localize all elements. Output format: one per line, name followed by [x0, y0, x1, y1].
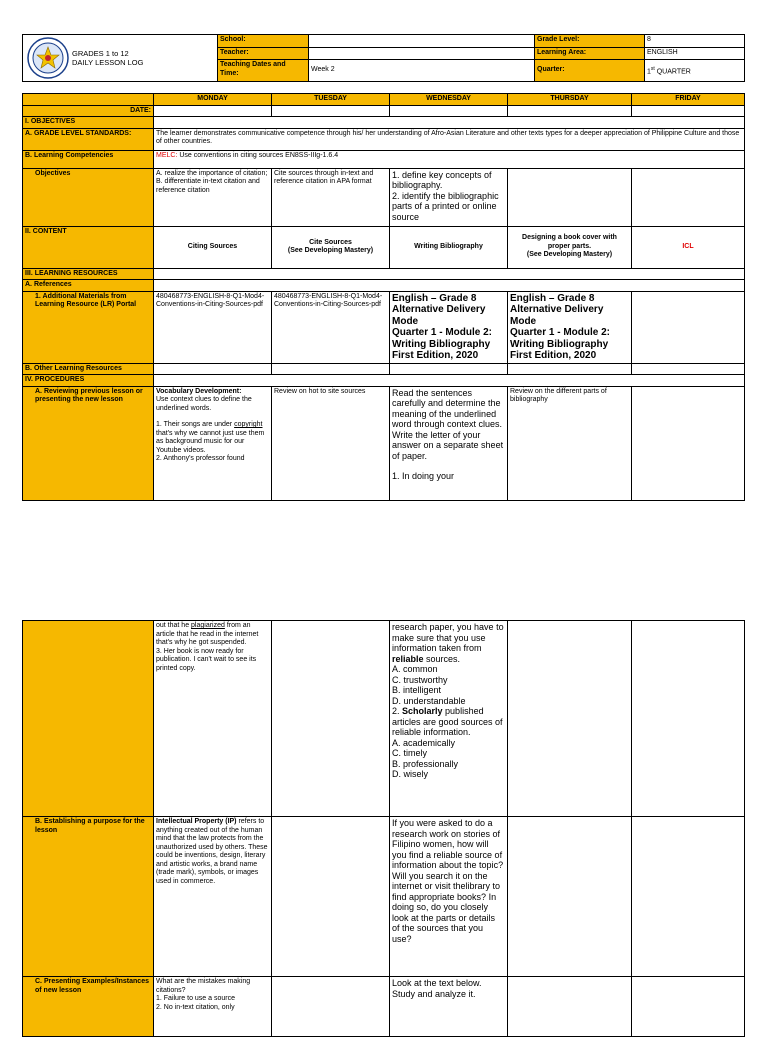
- procedure-b-wed: If you were asked to do a research work on stories of Filipino women, how will you find a reliable source of information about the topic? Will you search it on the internet or visit thelibrary to find appropriate books? In doing so, do you closely look at the parts or details of the sources that you use?: [390, 817, 508, 977]
- corner-cell: [23, 94, 154, 106]
- other-wed: [390, 363, 508, 375]
- day-wednesday: WEDNESDAY: [390, 94, 508, 106]
- additional-tue: 480468773-ENGLISH-8-Q1-Mod4-Conventions-in-Citing-Sources-pdf: [272, 291, 390, 363]
- header-title-line1: GRADES 1 to 12: [72, 49, 129, 58]
- objectives-fri: [632, 168, 745, 226]
- procedure-a-label-cont: [23, 621, 154, 817]
- content-fri: ICL: [632, 226, 745, 268]
- resources-section: III. LEARNING RESOURCES: [23, 268, 154, 280]
- procedure-c-fri: [632, 977, 745, 1037]
- header-logo-cell: [23, 35, 218, 82]
- quarter-value: 1st QUARTER: [645, 60, 745, 82]
- date-thu: [508, 105, 632, 117]
- procedure-c-wed: Look at the text below. Study and analyze it.: [390, 977, 508, 1037]
- additional-thu: English – Grade 8 Alternative Delivery Mode Quarter 1 - Module 2: Writing Bibliography First Edition, 2020: [508, 291, 632, 363]
- lesson-log-table-continued: [22, 620, 745, 1037]
- procedure-a-thu-cont: [508, 621, 632, 817]
- references-label: A. References: [23, 280, 154, 292]
- header-title-line2: DAILY LESSON LOG: [72, 58, 144, 67]
- procedure-c-mon: What are the mistakes making citations? 1. Failure to use a source 2. No in-text citation, only: [154, 977, 272, 1037]
- procedure-a-mon: Vocabulary Development: Use context clues to define the underlined words. 1. Their songs are under copyright that's why we cannot just use them as background music for our Youtube videos. 2. Anthony's professor found: [154, 386, 272, 500]
- procedure-b-thu: [508, 817, 632, 977]
- content-section: II. CONTENT: [23, 226, 154, 268]
- grade-value: 8: [645, 35, 745, 48]
- teacher-label: Teacher:: [218, 47, 309, 60]
- area-label: Learning Area:: [535, 47, 645, 60]
- school-value: [309, 35, 535, 48]
- additional-materials-label: 1. Additional Materials from Learning Resource (LR) Portal: [23, 291, 154, 363]
- additional-fri: [632, 291, 745, 363]
- procedure-a-mon-cont: out that he plagiarized from an article that he read in the internet that's why he got suspended. 3. Her book is now ready for publication. I can't wait to see its printed copy.: [154, 621, 272, 817]
- content-wed: Writing Bibliography: [390, 226, 508, 268]
- additional-mon: 480468773-ENGLISH-8-Q1-Mod4-Conventions-in-Citing-Sources-pdf: [154, 291, 272, 363]
- content-thu: Designing a book cover with proper parts. (See Developing Mastery): [508, 226, 632, 268]
- objectives-thu: [508, 168, 632, 226]
- other-mon: [154, 363, 272, 375]
- teacher-value: [309, 47, 535, 60]
- date-label: DATE:: [23, 105, 154, 117]
- procedure-b-mon: Intellectual Property (IP) refers to anything created out of the human mind that the law protects from the unauthorized used by others. These could be inventions, design, literary and artistic works, a brand name (trade mark), symbols, or images used in commerce.: [154, 817, 272, 977]
- procedure-a-wed: Read the sentences carefully and determine the meaning of the underlined word through context clues. Write the letter of your answer on a separate sheet of paper. 1. In doing your: [390, 386, 508, 500]
- procedure-b-label: B. Establishing a purpose for the lesson: [23, 817, 154, 977]
- quarter-label: Quarter:: [535, 60, 645, 82]
- other-thu: [508, 363, 632, 375]
- lesson-log-table: [22, 93, 745, 501]
- day-tuesday: TUESDAY: [272, 94, 390, 106]
- procedure-b-tue: [272, 817, 390, 977]
- lc-text: MELC: Use conventions in citing sources EN8SS-IIIg-1.6.4: [154, 150, 745, 168]
- other-resources-label: B. Other Learning Resources: [23, 363, 154, 375]
- procedure-c-thu: [508, 977, 632, 1037]
- procedure-c-label: C. Presenting Examples/Instances of new lesson: [23, 977, 154, 1037]
- date-wed: [390, 105, 508, 117]
- lc-label: B. Learning Competencies: [23, 150, 154, 168]
- references-fill: [154, 280, 745, 292]
- content-tue: Cite Sources (See Developing Mastery): [272, 226, 390, 268]
- procedure-a-tue-cont: [272, 621, 390, 817]
- objectives-mon: A. realize the importance of citation; B. differentiate in-text citation and reference citation: [154, 168, 272, 226]
- procedures-section: IV. PROCEDURES: [23, 375, 154, 387]
- day-monday: MONDAY: [154, 94, 272, 106]
- dates-label: Teaching Dates and Time:: [218, 60, 309, 82]
- procedure-a-fri: [632, 386, 745, 500]
- procedure-a-tue: Review on hot to site sources: [272, 386, 390, 500]
- objectives-label: Objectives: [23, 168, 154, 226]
- procedure-a-thu: Review on the different parts of bibliography: [508, 386, 632, 500]
- other-tue: [272, 363, 390, 375]
- procedure-a-wed-cont: research paper, you have to make sure that you use information taken from reliable sources. A. common C. trustworthy B. intelligent D. understandable 2. Scholarly published articles are good sources of reliable information. A. academically C. timely B. professionally D. wisely: [390, 621, 508, 817]
- procedures-section-fill: [154, 375, 745, 387]
- additional-wed: English – Grade 8 Alternative Delivery Mode Quarter 1 - Module 2: Writing Bibliography First Edition, 2020: [390, 291, 508, 363]
- dates-value: Week 2: [309, 60, 535, 82]
- objectives-section-fill: [154, 117, 745, 129]
- area-value: ENGLISH: [645, 47, 745, 60]
- objectives-section: I. OBJECTIVES: [23, 117, 154, 129]
- date-mon: [154, 105, 272, 117]
- objectives-wed: 1. define key concepts of bibliography. 2. identify the bibliographic parts of a printed or online source: [390, 168, 508, 226]
- date-tue: [272, 105, 390, 117]
- objectives-tue: Cite sources through in-text and reference citation in APA format: [272, 168, 390, 226]
- header-table: [22, 34, 745, 82]
- procedure-a-fri-cont: [632, 621, 745, 817]
- content-mon: Citing Sources: [154, 226, 272, 268]
- school-label: School:: [218, 35, 309, 48]
- date-fri: [632, 105, 745, 117]
- procedure-c-tue: [272, 977, 390, 1037]
- day-thursday: THURSDAY: [508, 94, 632, 106]
- resources-section-fill: [154, 268, 745, 280]
- gls-label: A. GRADE LEVEL STANDARDS:: [23, 128, 154, 150]
- procedure-b-fri: [632, 817, 745, 977]
- gls-text: The learner demonstrates communicative competence through his/ her understanding of Afro-Asian Literature and other texts types for a deeper appreciation of Philippine Culture and those of other countries.: [154, 128, 745, 150]
- day-friday: FRIDAY: [632, 94, 745, 106]
- deped-seal-icon: [27, 37, 69, 79]
- other-fri: [632, 363, 745, 375]
- grade-label: Grade Level:: [535, 35, 645, 48]
- procedure-a-label: A. Reviewing previous lesson or presenting the new lesson: [23, 386, 154, 500]
